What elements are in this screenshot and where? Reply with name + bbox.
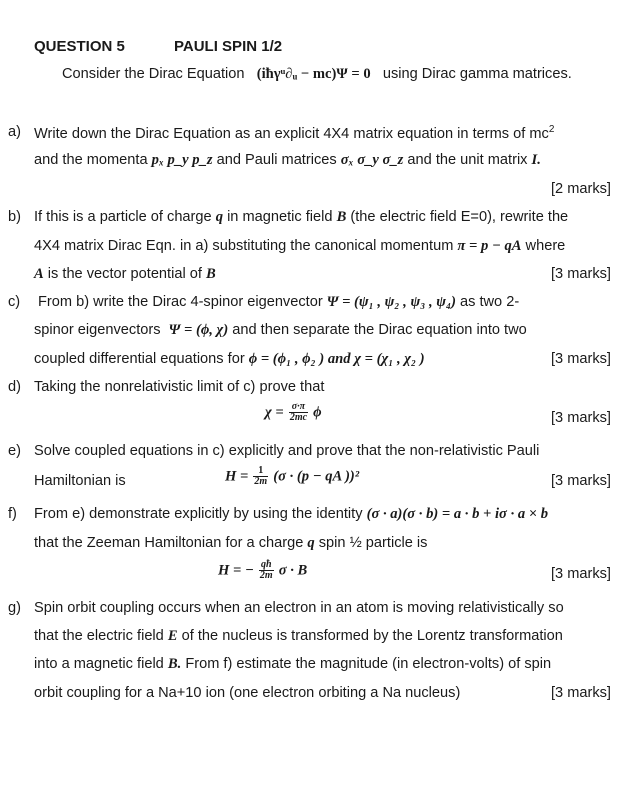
- part-d-label: d): [8, 379, 21, 395]
- intro-prefix: Consider the Dirac Equation: [62, 66, 245, 82]
- dirac-equation: (iħγᵘ∂ᵤ − mc)Ψ = 0: [256, 66, 371, 82]
- part-c-line1: From b) write the Dirac 4-spinor eigenvector Ψ = (ψ₁ , ψ₂ , ψ₃ , ψ₄) as two 2-: [38, 294, 520, 310]
- part-b-line3: A is the vector potential of B: [34, 266, 216, 282]
- part-g-line2: that the electric field E of the nucleus is transformed by the Lorentz transformation: [34, 628, 563, 644]
- pauli-symbols: σₓ σ_y σ_z: [340, 152, 404, 168]
- spinor-split-eq: Ψ = (ϕ, χ): [168, 322, 229, 338]
- part-b-label: b): [8, 209, 21, 225]
- part-b-line1: If this is a particle of charge q in magnetic field B (the electric field E=0), rewrite the: [34, 209, 569, 225]
- part-c-marks: [3 marks]: [550, 351, 611, 367]
- part-e-marks: [3 marks]: [550, 473, 611, 489]
- part-g-line4: orbit coupling for a Na+10 ion (one electron orbiting a Na nucleus): [34, 685, 461, 701]
- unit-matrix-symbol: I.: [531, 152, 541, 168]
- part-f-label: f): [8, 506, 17, 522]
- part-f-equation: H = − $\frac{qħ}{2m}$ σ · B: [218, 559, 308, 581]
- part-d-marks: [3 marks]: [550, 410, 611, 426]
- part-f-marks: [3 marks]: [550, 566, 611, 582]
- momenta-symbols: pₓ p_y p_z: [151, 152, 213, 168]
- four-spinor-eq: Ψ = (ψ₁ , ψ₂ , ψ₃ , ψ₄): [326, 294, 456, 310]
- part-b-line2: 4X4 matrix Dirac Eqn. in a) substituting the canonical momentum π = p − qA where: [34, 238, 566, 254]
- question-number: QUESTION 5: [34, 38, 125, 55]
- part-a-line1: Write down the Dirac Equation as an explicit 4X4 matrix equation in terms of $mc^2$: [34, 124, 555, 142]
- part-a-line2: and the momenta pₓ p_y p_z and Pauli matrices σₓ σ_y σ_z and the unit matrix I.: [34, 152, 541, 168]
- part-f-line1: From e) demonstrate explicitly by using the identity (σ · a)(σ · b) = a · b + iσ · a × b: [34, 506, 549, 522]
- part-b-marks: [3 marks]: [550, 266, 611, 282]
- part-a-label: a): [8, 124, 21, 140]
- part-f-line2: that the Zeeman Hamiltonian for a charge q spin ½ particle is: [34, 535, 428, 551]
- question-title: PAULI SPIN 1/2: [174, 38, 283, 55]
- part-c-line2: spinor eigenvectors Ψ = (ϕ, χ) and then separate the Dirac equation into two: [34, 322, 527, 338]
- part-g-line1: Spin orbit coupling occurs when an electron in an atom is moving relativistically so: [34, 600, 564, 616]
- part-e-label: e): [8, 443, 21, 459]
- part-e-equation: H = $\frac{1}{2m}$ (σ · (p − qA ))²: [225, 465, 360, 487]
- part-g-line3: into a magnetic field B. From f) estimate the magnitude (in electron-volts) of spin: [34, 656, 552, 672]
- pauli-fraction: $\frac{1}{2m}$: [254, 465, 268, 487]
- part-g-marks: [3 marks]: [550, 685, 611, 701]
- canonical-momentum-eq: π = p − qA: [457, 238, 522, 254]
- phi-chi-eq: ϕ = (ϕ₁ , ϕ₂ ) and χ = (χ₁ , χ₂ ): [248, 351, 425, 367]
- part-a-marks: [2 marks]: [550, 181, 611, 197]
- part-g-label: g): [8, 600, 21, 616]
- part-d-line1: Taking the nonrelativistic limit of c) prove that: [34, 379, 325, 395]
- part-e-line2: Hamiltonian is: [34, 473, 126, 489]
- part-d-equation: χ = $\frac{\sigma\cdot\pi}{2mc}$ ϕ: [265, 401, 322, 423]
- chi-fraction: $\frac{\sigma\cdot\pi}{2mc}$: [289, 401, 308, 423]
- part-c-label: c): [8, 294, 21, 310]
- zeeman-fraction: $\frac{qħ}{2m}$: [259, 559, 273, 581]
- part-e-line1: Solve coupled equations in c) explicitly and prove that the non-relativistic Pauli: [34, 443, 540, 459]
- intro-line: [62, 66, 572, 83]
- pauli-identity: (σ · a)(σ · b) = a · b + iσ · a × b: [366, 506, 549, 522]
- intro-suffix: using Dirac gamma matrices.: [382, 66, 572, 82]
- part-c-line3: coupled differential equations for ϕ = (ϕ₁ , ϕ₂ ) and χ = (χ₁ , χ₂ ): [34, 351, 425, 367]
